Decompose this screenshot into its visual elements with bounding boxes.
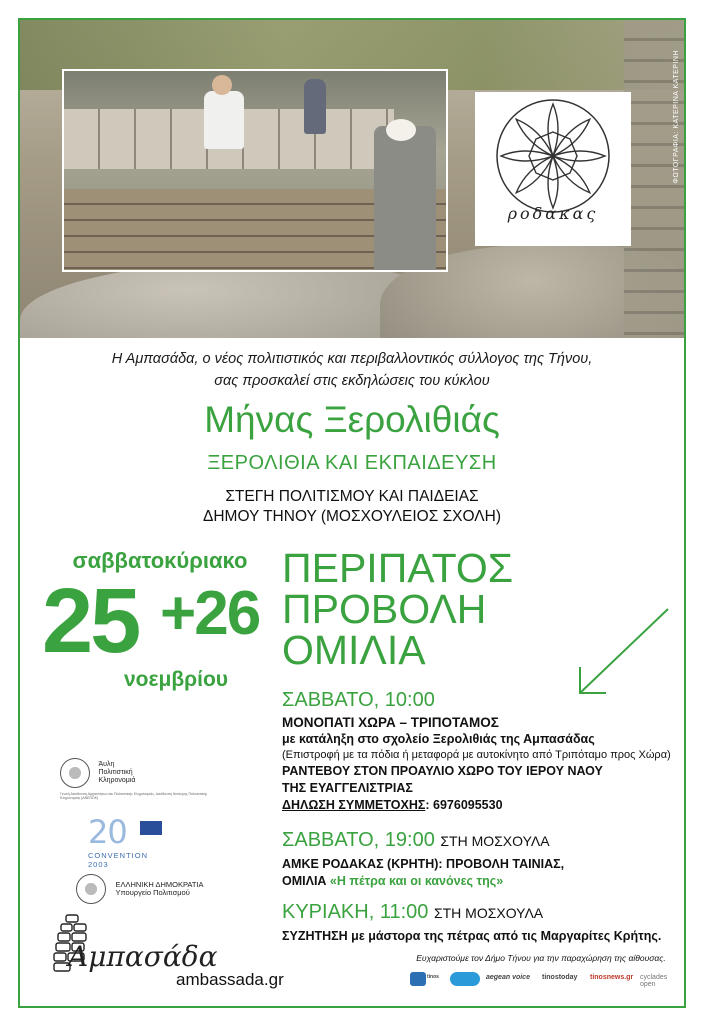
heritage-emblem-icon [60, 758, 90, 788]
photo-credit: ΦΩΤΟΓΡΑΦΙΑ: ΚΑΤΕΡΙΝΑ ΚΑΤΕΡΙΝΗ [673, 50, 680, 184]
event-time: ΣΑΒΒΑΤΟ, 19:00 [282, 829, 435, 851]
media-logo: aegean voice [486, 974, 530, 981]
intro-text [30, 348, 674, 392]
sponsor-convention-2003 [88, 813, 168, 869]
media-logo: tinosnews.gr [590, 974, 634, 981]
event-talk-label: ΟΜΙΛΙΑ [282, 874, 330, 888]
sponsor-line: ΕΛΛΗΝΙΚΗ ΔΗΜΟΚΡΑΤΙΑ [115, 880, 204, 889]
event-title: Μήνας Ξερολιθιάς [204, 399, 500, 440]
convention-digit: 0 [107, 813, 127, 851]
rodakas-logo [475, 92, 631, 246]
media-sponsors [410, 970, 682, 990]
sponsor-line: Υπουργείο Πολιτισμού [115, 888, 190, 897]
sponsor-line: Κληρονομιά [98, 777, 136, 784]
date-day-2: +26 [160, 579, 260, 648]
event-rsvp [282, 797, 682, 814]
organizer-name: Αμπασάδα [68, 940, 218, 973]
media-logo: tinostoday [542, 974, 578, 981]
event-heading [282, 900, 682, 925]
inset-person [304, 79, 326, 134]
program-event-3 [282, 900, 682, 945]
event-description [282, 873, 682, 890]
sponsor-text [98, 761, 135, 785]
rsvp-phone: : 6976095530 [425, 798, 503, 812]
sponsor-text [115, 881, 203, 897]
event-description [282, 928, 682, 945]
inset-person-head [212, 75, 232, 95]
thanks-note: Ευχαριστούμε τον Δήμο Τήνου για την παραχώρηση της αίθουσας. [416, 953, 666, 963]
event-discussion-label: ΣΥΖΗΤΗΣΗ [282, 929, 352, 943]
media-logo-icon [410, 972, 426, 986]
activity-item: ΠΕΡΙΠΑΤΟΣ [282, 545, 514, 591]
media-logo-icon [450, 972, 480, 986]
arrow-down-left-icon [572, 605, 672, 701]
event-subtitle: ΞΕΡΟΛΙΘΙΑ ΚΑΙ ΕΚΠΑΙΔΕΥΣΗ [207, 452, 497, 474]
media-logo: cyclades open [640, 974, 668, 988]
event-discussion-text: με μάστορα της πέτρας από τις Μαργαρίτες Κρήτης. [351, 929, 662, 943]
greek-emblem-icon [76, 874, 106, 904]
event-heading [282, 828, 682, 853]
date-month: νοεμβρίου [124, 668, 229, 691]
event-place: ΣΤΗ ΜΟΣΧΟΥΛΑ [433, 905, 544, 921]
event-ending: με κατάληξη στο σχολείο Ξερολιθιάς της Αμπασάδας [282, 732, 595, 746]
event-route: ΜΟΝΟΠΑΤΙ ΧΩΡΑ – ΤΡΙΠΟΤΑΜΟΣ [282, 715, 499, 730]
intro-line: Η Αμπασάδα, ο νέος πολιτιστικός και περιβαλλοντικός σύλλογος της Τήνου, [111, 351, 593, 367]
unesco-flag-icon [140, 821, 162, 835]
event-heading: ΣΑΒΒΑΤΟ, 10:00 [282, 689, 435, 711]
inset-person [204, 91, 244, 149]
event-meeting: ΡΑΝΤΕΒΟΥ ΣΤΟΝ ΠΡΟΑΥΛΙΟ ΧΩΡΟ ΤΟΥ ΙΕΡΟΥ ΝΑΟΥ [282, 764, 603, 778]
weekend-label: σαββατοκύριακο [72, 548, 248, 573]
rsvp-label: ΔΗΛΩΣΗ ΣΥΜΜΕΤΟΧΗΣ [282, 798, 426, 812]
date-day-1: 25 [42, 570, 139, 672]
venue-line: ΔΗΜΟΥ ΤΗΝΟΥ (ΜΟΣΧΟΥΛΕΙΟΣ ΣΧΟΛΗ) [202, 508, 502, 525]
program-event-2 [282, 828, 682, 890]
rodakas-logo-text: ροδακας [507, 204, 599, 223]
sponsor-fine-print: Γενική Διεύθυνση Αρχαιοτήτων και Πολιτιστικής Κληρονομιάς, Διεύθυνση Νεότερης Πολιτιστικής Κληρονομιάς (ΔΝΕΠΟΚ) [60, 792, 208, 800]
sponsor-intangible-heritage [60, 758, 210, 800]
event-time: ΚΥΡΙΑΚΗ, 11:00 [282, 901, 429, 923]
inset-person [374, 126, 436, 272]
event-meeting: ΤΗΣ ΕΥΑΓΓΕΛΙΣΤΡΙΑΣ [282, 781, 413, 795]
event-place: ΣΤΗ ΜΟΣΧΟΥΛΑ [440, 833, 550, 849]
activities-list [282, 545, 514, 673]
intro-line: σας προσκαλεί στις εκδηλώσεις του κύκλου [214, 373, 490, 389]
event-note: (Επιστροφή με τα πόδια ή μεταφορά με αυτοκίνητο από Τριπόταμο προς Χώρα) [282, 749, 671, 761]
organizer-website: ambassada.gr [176, 970, 284, 989]
media-logo: tinos [427, 974, 439, 980]
activity-item: ΟΜΙΛΙΑ [282, 627, 426, 673]
inset-photo-workers [62, 69, 448, 272]
sponsor-line: Άυλη [98, 761, 115, 768]
event-description: ΑΜΚΕ ΡΟΔΑΚΑΣ (ΚΡΗΤΗ): ΠΡΟΒΟΛΗ ΤΑΙΝΙΑΣ, [282, 857, 565, 871]
activity-item: ΠΡΟΒΟΛΗ [282, 586, 487, 632]
inset-person-hat [386, 119, 416, 141]
venue [30, 487, 674, 527]
convention-digit: 2 [88, 813, 108, 851]
event-talk-title: «Η πέτρα και οι κανόνες της» [329, 874, 504, 888]
sponsor-ministry-culture [76, 874, 204, 904]
venue-line: ΣΤΕΓΗ ΠΟΛΙΤΙΣΜΟΥ ΚΑΙ ΠΑΙΔΕΙΑΣ [225, 488, 479, 505]
sponsor-line: Πολιτιστική [98, 769, 133, 776]
convention-label: CONVENTION 2003 [88, 851, 149, 869]
program-event-1 [282, 688, 682, 814]
